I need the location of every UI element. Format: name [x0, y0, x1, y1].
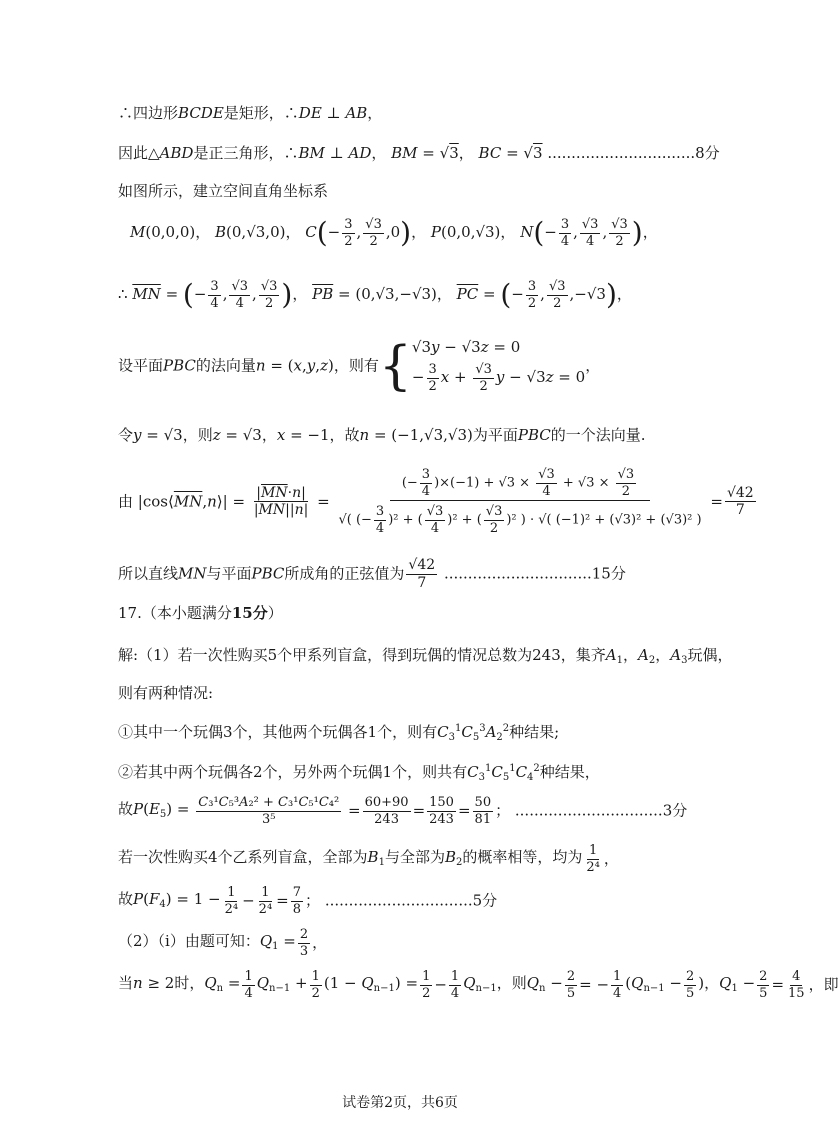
score-3: 3分: [662, 801, 688, 820]
line-normal-vector: 设平面PBC的法向量n = (x,y,z)，则有{ √3y − √3z = 0 − $\frac{3}{2}$ x + $\frac{√3}{2}$ y − √3z = 0 ，: [118, 336, 601, 397]
score-15: 15分: [591, 564, 626, 583]
score-8: 8分: [695, 144, 720, 162]
line-vectors: ∴ $\overline{MN}$ = (− $\frac{3}{4}$ , $\frac{√3}{4}$ , $\frac{√3}{2}$ )， $\overline{PB} = (0,√3,-√3)$， $\overline{PC}$ = (− $\frac{3}{2}$ , $\frac{√3}{2}$ ,−√3)，: [118, 278, 632, 312]
line-case-1: ①其中一个玩偶3个，其他两个玩偶各1个，则有$C_3^1C_5^3A_2^2$种结果;: [118, 723, 560, 743]
line-recurrence: 当n ≥ 2时，$Q_n$ = $\frac{1}{4}$ $Q_{n-1}$ + $\frac{1}{2}$ $(1 - Q_{n-1})$ = $\frac{1}{2}$ − $\frac{1}{4}$ $Q_{n-1}$，则$Q_n$ − $\frac{2}{5}$ = − $\frac{1}{4}$ ($Q_{n-1}$ − $\frac{2}{5}$ )，$Q_1$ − $\frac{2}{5}$ = $\frac{4}{15}$ ，即: [118, 969, 839, 1001]
line-coordinates: M(0,0,0)， B(0,√3,0)， C(− $\frac{3}{2}$ , $\frac{√3}{2}$ ,0)， P(0,0,√3)， N(− $\frac{3}{4}$ , $\frac{√3}{4}$ , $\frac{√3}{2}$ )，: [130, 216, 658, 250]
line-cosine: 由 $|\cos⟨\overline{MN},n⟩|$ = $\frac{|\overline{MN}\cdot n|}{|\overline{MN}||n|}$ = (− $\frac{3}{4}$ )×(−1) + √3 × $\frac{√3}{4}$ + √3 × $\frac{√3}{2}$ √( (− $\frac{3}{4}$ )² + ( $\frac{√3}{4}$ )² + ( $\frac{√3}{2}$ )² ) · √( (−1)² + (√3)² + (√3)² ) = $\frac{√42}{7}$: [118, 467, 754, 536]
page-footer: 试卷第2页，共6页: [342, 1095, 458, 1111]
line-coordinate-system: 如图所示，建立空间直角坐标系: [118, 182, 329, 200]
score-5: 5分: [472, 891, 498, 910]
line-probability-e5: 故$P(E_5)$ = $\frac{\text{C₃¹C₅³A₂² + C₃¹C₅¹C₄²}}{\text{3⁵}}$ = $\frac{60+90}{243}$ = $\frac{150}{243}$ = $\frac{50}{81}$ ； ...............................3分: [118, 795, 688, 827]
line-normal-result: 令y = √3，则z = √3，x = −1，故n = (−1,√3,√3)为平面PBC的一个法向量.: [118, 426, 646, 444]
line-part-2: （2）（i）由题可知：$Q_1$ = $\frac{2}{3}$ ，: [118, 927, 328, 959]
problem-17-heading: 17.（本小题满分15分）: [118, 604, 283, 622]
line-probability-f4: 故$P(F_4) = 1$ − $\frac{1}{\text{2⁴}}$ − $\frac{1}{\text{2⁴}}$ = $\frac{7}{8}$ ； ...............................5分: [118, 885, 498, 917]
line-series-b: 若一次性购买4个乙系列盲盒，全部为$B_1$与全部为$B_2$的概率相等，均为 $\frac{1}{\text{2⁴}}$ ，: [118, 843, 619, 875]
line-equilateral: 因此△ABD是正三角形，∴BM ⊥ AD， BM = √3， BC = √3 ...............................8分: [118, 144, 720, 162]
line-two-cases: 则有两种情况:: [118, 684, 214, 702]
line-solution-1: 解:（1）若一次性购买5个甲系列盲盒，得到玩偶的情况总数为243，集齐$A_1$，$A_2$，$A_3$玩偶，: [118, 646, 733, 666]
line-sine-result: 所以直线MN与平面PBC所成角的正弦值为 $\frac{√42}{7}$ ...............................15分: [118, 557, 626, 591]
line-case-2: ②若其中两个玩偶各2个，另外两个玩偶1个，则共有$C_3^1C_5^1C_4^2$种结果，: [118, 763, 600, 783]
line-rectangle: ∴四边形BCDE是矩形，∴DE ⊥ AB，: [118, 104, 383, 122]
